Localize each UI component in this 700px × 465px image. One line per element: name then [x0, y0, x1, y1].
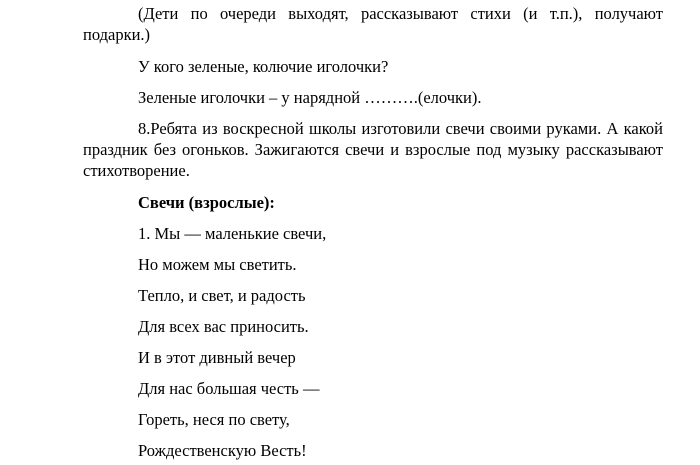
poem-line: Но можем мы светить.	[138, 255, 297, 274]
poem-line: Тепло, и свет, и радость	[138, 286, 306, 305]
riddle-question: У кого зеленые, колючие иголочки?	[138, 57, 389, 76]
poem-line: Рождественскую Весть!	[138, 441, 307, 460]
paragraph-candles: 8.Ребята из воскресной школы изготовили свечи своими руками. А какой праздник без огоньков. Зажигаются свечи и взрослые под музыку рассказывают стихотворение.	[83, 119, 663, 180]
poem-line: Гореть, неся по свету,	[138, 410, 290, 429]
poem-heading: Свечи (взрослые):	[138, 193, 275, 212]
riddle-answer: Зеленые иголочки – у нарядной ……….(елочки).	[138, 88, 482, 107]
poem-line: И в этот дивный вечер	[138, 348, 296, 367]
poem-line: 1. Мы — маленькие свечи,	[138, 224, 327, 243]
poem-line: Для всех вас приносить.	[138, 317, 309, 336]
poem-line: Для нас большая честь —	[138, 379, 320, 398]
paragraph-children-recite: (Дети по очереди выходят, рассказывают стихи (и т.п.), получают подарки.)	[83, 4, 663, 44]
